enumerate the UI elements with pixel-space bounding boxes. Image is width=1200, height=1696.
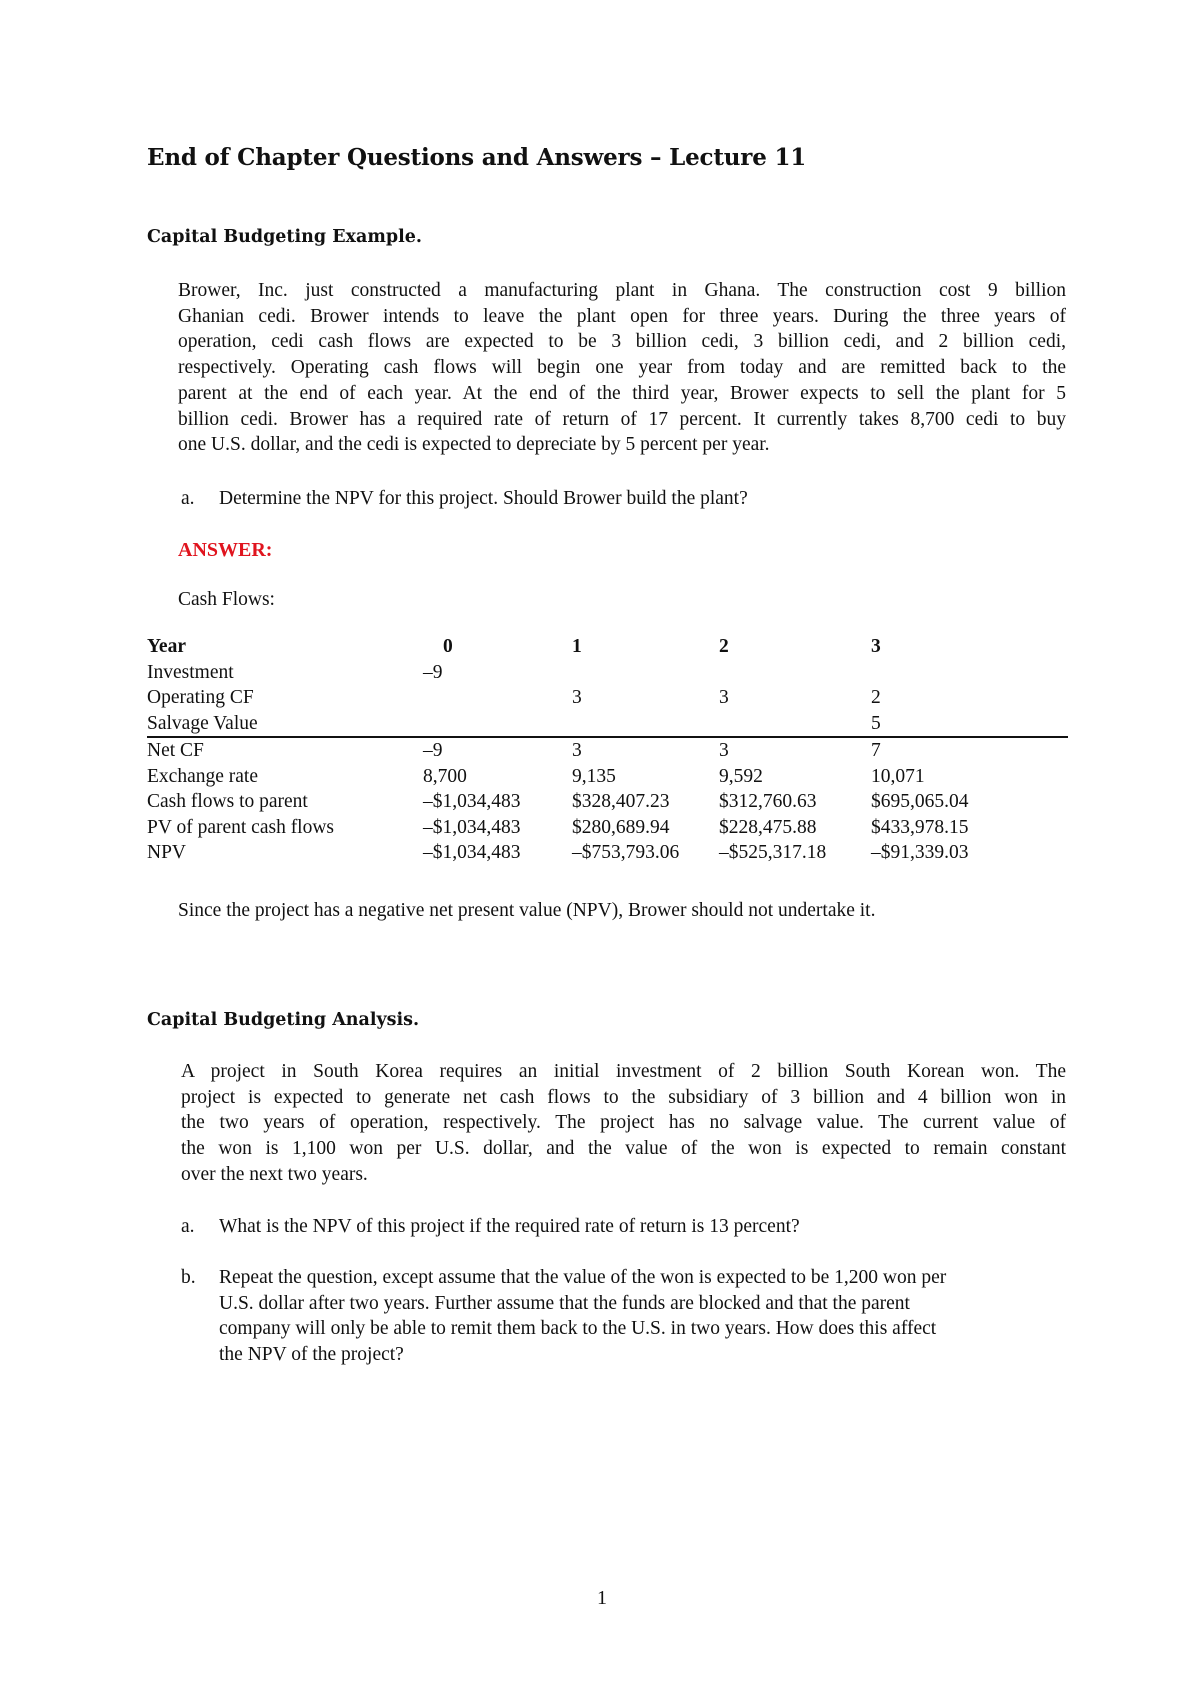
question-text-line: U.S. dollar after two years. Further assume that the funds are blocked and that the parent (219, 1292, 910, 1314)
paragraph-line: the two years of operation, respectively. The project has no salvage value. The current value of (181, 1112, 1066, 1134)
cell: –9 (423, 661, 443, 683)
table-row (147, 737, 1068, 764)
cell: –$1,034,483 (423, 816, 521, 838)
cell: 10,071 (871, 765, 925, 787)
section2-paragraph (181, 1059, 1066, 1188)
section-heading-capital-budgeting-analysis: Capital Budgeting Analysis. (147, 1010, 420, 1030)
table-row (147, 685, 1068, 711)
cell: 3 (572, 687, 582, 708)
table-row (147, 660, 1068, 686)
cell (572, 711, 719, 738)
cell: $312,760.63 (719, 791, 817, 812)
row-label: Investment (147, 661, 234, 683)
cell: $433,978.15 (871, 816, 969, 838)
row-label: Net CF (147, 740, 204, 761)
cell: –9 (423, 740, 443, 761)
page-title: End of Chapter Questions and Answers – Lecture 11 (147, 144, 807, 171)
cell: –$525,317.18 (719, 842, 827, 863)
cell: –$753,793.06 (572, 842, 680, 863)
header-cell: Year (147, 636, 186, 657)
page-number: 1 (597, 1587, 607, 1609)
question-text: What is the NPV of this project if the required rate of return is 13 percent? (219, 1216, 800, 1237)
table-header-row (147, 634, 1068, 660)
row-label: Salvage Value (147, 711, 423, 738)
table-row (147, 840, 1068, 866)
question-text-line: Repeat the question, except assume that the value of the won is expected to be 1,200 won per (219, 1267, 947, 1288)
cell: 3 (719, 687, 729, 708)
list-marker: b. (181, 1267, 196, 1288)
list-marker: a. (181, 488, 195, 509)
paragraph-line: over the next two years. (181, 1163, 368, 1185)
cell: –$1,034,483 (423, 791, 521, 812)
conclusion-text: Since the project has a negative net present value (NPV), Brower should not undertake it. (178, 900, 876, 921)
table-row (147, 815, 1068, 841)
cell (719, 660, 861, 686)
cell: $695,065.04 (871, 791, 969, 812)
cell: $228,475.88 (719, 816, 817, 838)
question-text: Determine the NPV for this project. Should Brower build the plant? (219, 488, 748, 509)
section-heading-capital-budgeting-example: Capital Budgeting Example. (147, 227, 422, 247)
cell: $328,407.23 (572, 791, 670, 812)
cell: 9,592 (719, 765, 763, 787)
cash-flow-table (147, 634, 1068, 866)
paragraph-line: Ghanian cedi. Brower intends to leave the plant open for three years. During the three years of (178, 305, 1066, 327)
paragraph-line: billion cedi. Brower has a required rate of return of 17 percent. It currently takes 8,700 cedi to buy (178, 408, 1066, 430)
row-label: Operating CF (147, 687, 254, 708)
list-marker: a. (181, 1216, 195, 1237)
cell: 2 (871, 687, 881, 708)
table-row (147, 764, 1068, 790)
cell: 7 (871, 740, 881, 761)
section1-paragraph (178, 278, 1066, 458)
answer-label: ANSWER: (178, 539, 273, 561)
cash-flows-label: Cash Flows: (178, 589, 275, 610)
paragraph-line: respectively. Operating cash flows will begin one year from today and are remitted back to the (178, 357, 1066, 379)
header-cell: 1 (572, 636, 582, 657)
cell (423, 685, 572, 711)
cell: 8,700 (423, 765, 467, 787)
header-cell: 3 (871, 636, 881, 657)
paragraph-line: one U.S. dollar, and the cedi is expected to depreciate by 5 percent per year. (178, 434, 770, 456)
paragraph-line: project is expected to generate net cash flows to the subsidiary of 3 billion and 4 billion won in (181, 1086, 1066, 1108)
table-row (147, 711, 1068, 738)
cell (572, 660, 719, 686)
cell: 3 (719, 740, 729, 761)
row-label: PV of parent cash flows (147, 816, 335, 838)
paragraph-line: A project in South Korea requires an initial investment of 2 billion South Korean won. The (181, 1061, 1066, 1082)
cell: 9,135 (572, 765, 616, 787)
question-text-line: the NPV of the project? (219, 1344, 404, 1366)
header-cell: 2 (719, 636, 729, 657)
question-text-line: company will only be able to remit them back to the U.S. in two years. How does this affect (219, 1318, 937, 1340)
row-label: Cash flows to parent (147, 791, 308, 812)
row-label: Exchange rate (147, 765, 258, 787)
paragraph-line: the won is 1,100 won per U.S. dollar, and the value of the won is expected to remain constant (181, 1138, 1066, 1160)
table-row (147, 789, 1068, 815)
cell: –$91,339.03 (871, 842, 969, 863)
cell (719, 711, 861, 738)
cell (423, 711, 572, 738)
header-cell: 0 (443, 636, 453, 657)
cell: 3 (572, 740, 582, 761)
paragraph-line: operation, cedi cash flows are expected to be 3 billion cedi, 3 billion cedi, and 2 billion cedi, (178, 331, 1066, 353)
cell: 5 (861, 711, 1068, 738)
cell: –$1,034,483 (423, 842, 521, 863)
row-label: NPV (147, 842, 187, 863)
paragraph-line: Brower, Inc. just constructed a manufacturing plant in Ghana. The construction cost 9 billion (178, 280, 1066, 301)
paragraph-line: parent at the end of each year. At the end of the third year, Brower expects to sell the plant for 5 (178, 382, 1066, 404)
cell (861, 660, 1068, 686)
cell: $280,689.94 (572, 816, 670, 838)
